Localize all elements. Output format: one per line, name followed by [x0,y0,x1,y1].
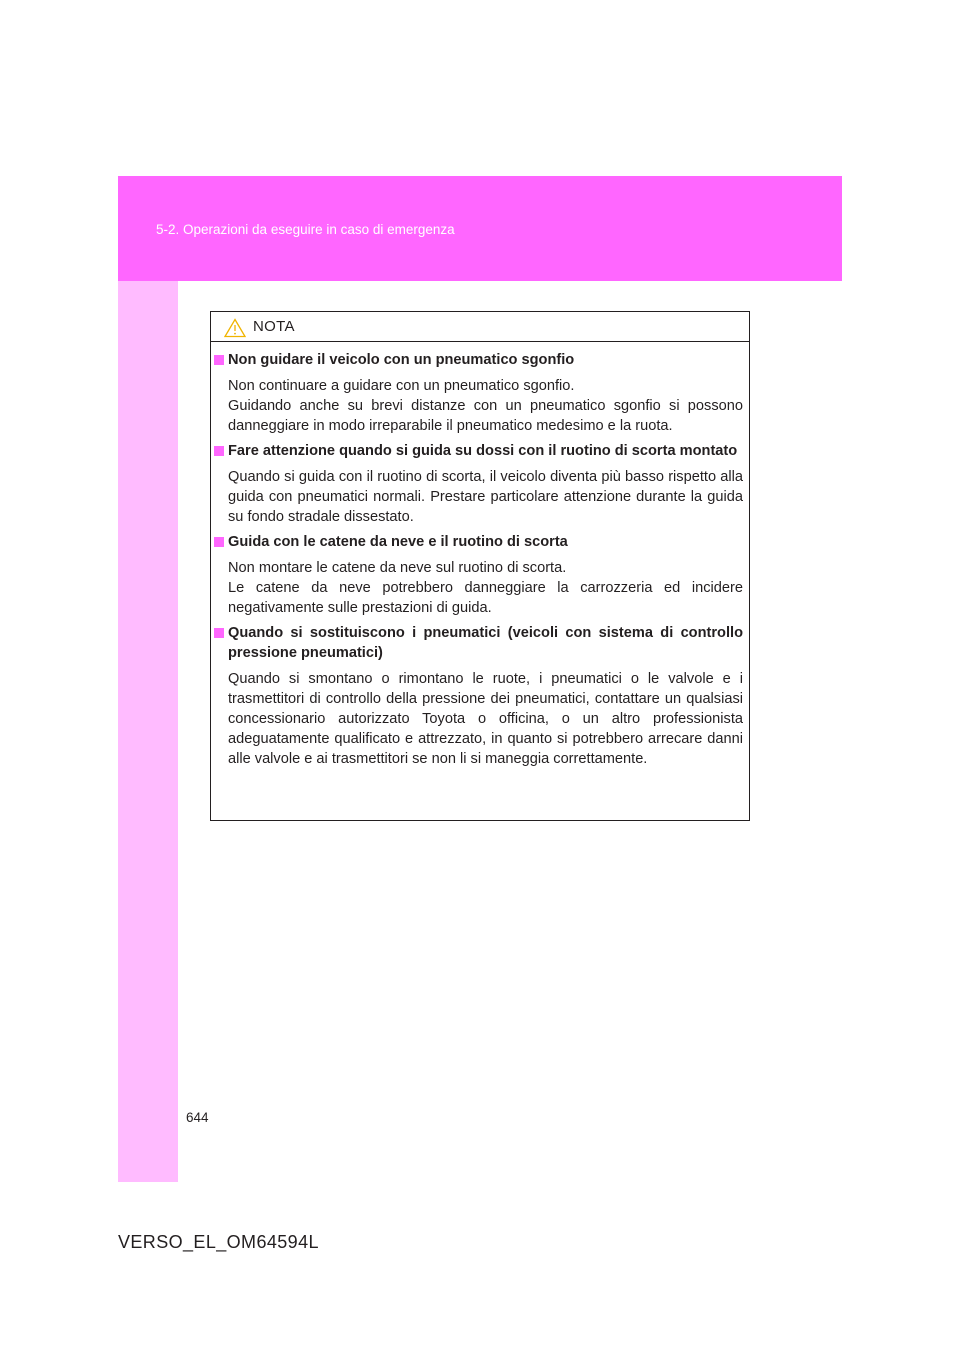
notice-section [211,350,749,436]
section-title: 5-2. Operazioni da eseguire in caso di emergenza [156,222,455,237]
section-paragraph: Le catene da neve potrebbero danneggiare la carrozzeria ed incidere negativamente sulle prestazioni di guida. [228,580,743,616]
section-paragraph: Guidando anche su brevi distanze con un pneumatico sgonfio si possono danneggiare in modo irreparabile il pneumatico medesimo e la ruota. [228,398,743,434]
section-heading-text: Fare attenzione quando si guida su dossi con il ruotino di scorta montato [228,443,738,459]
section-heading [211,532,749,552]
notice-box [210,311,750,821]
page-number: 644 [186,1110,209,1125]
section-heading-text: Guida con le catene da neve e il ruotino di scorta [228,534,568,550]
notice-body [211,350,749,769]
notice-section [211,441,749,527]
section-paragraph: Non montare le catene da neve sul ruotino di scorta. [228,560,567,576]
document-code: VERSO_EL_OM64594L [118,1232,319,1252]
chapter-header [118,176,842,281]
square-bullet-icon [214,446,224,456]
notice-section [211,623,749,769]
section-heading-text: Non guidare il veicolo con un pneumatico sgonfio [228,352,575,368]
notice-title: NOTA [253,318,295,335]
section-heading [211,350,749,370]
section-heading [211,441,749,461]
section-paragraph: Non continuare a guidare con un pneumatico sgonfio. [228,378,575,394]
notice-header [211,312,749,342]
section-heading-text: Quando si sostituiscono i pneumatici (veicoli con sistema di controllo pressione pneumatici) [228,625,743,661]
notice-section [211,532,749,618]
square-bullet-icon [214,355,224,365]
square-bullet-icon [214,628,224,638]
section-paragraph: Quando si smontano o rimontano le ruote, i pneumatici o le valvole e i trasmettitori di controllo della pressione dei pneumatici, contattare un qualsiasi concessionario autorizzato Toyota o officina, o un altro professionista adeguatamente qualificato e attrezzato, in quanto si potrebbero arrecare danni alle valvole e ai trasmettitori se non li si maneggia correttamente. [228,671,743,767]
section-paragraph: Quando si guida con il ruotino di scorta, il veicolo diventa più basso rispetto alla guida con pneumatici normali. Prestare particolare attenzione durante la guida su fondo stradale dissestato. [228,469,743,525]
side-margin-band [118,281,178,1182]
square-bullet-icon [214,537,224,547]
warning-triangle-icon [224,318,246,338]
section-heading [211,623,749,663]
